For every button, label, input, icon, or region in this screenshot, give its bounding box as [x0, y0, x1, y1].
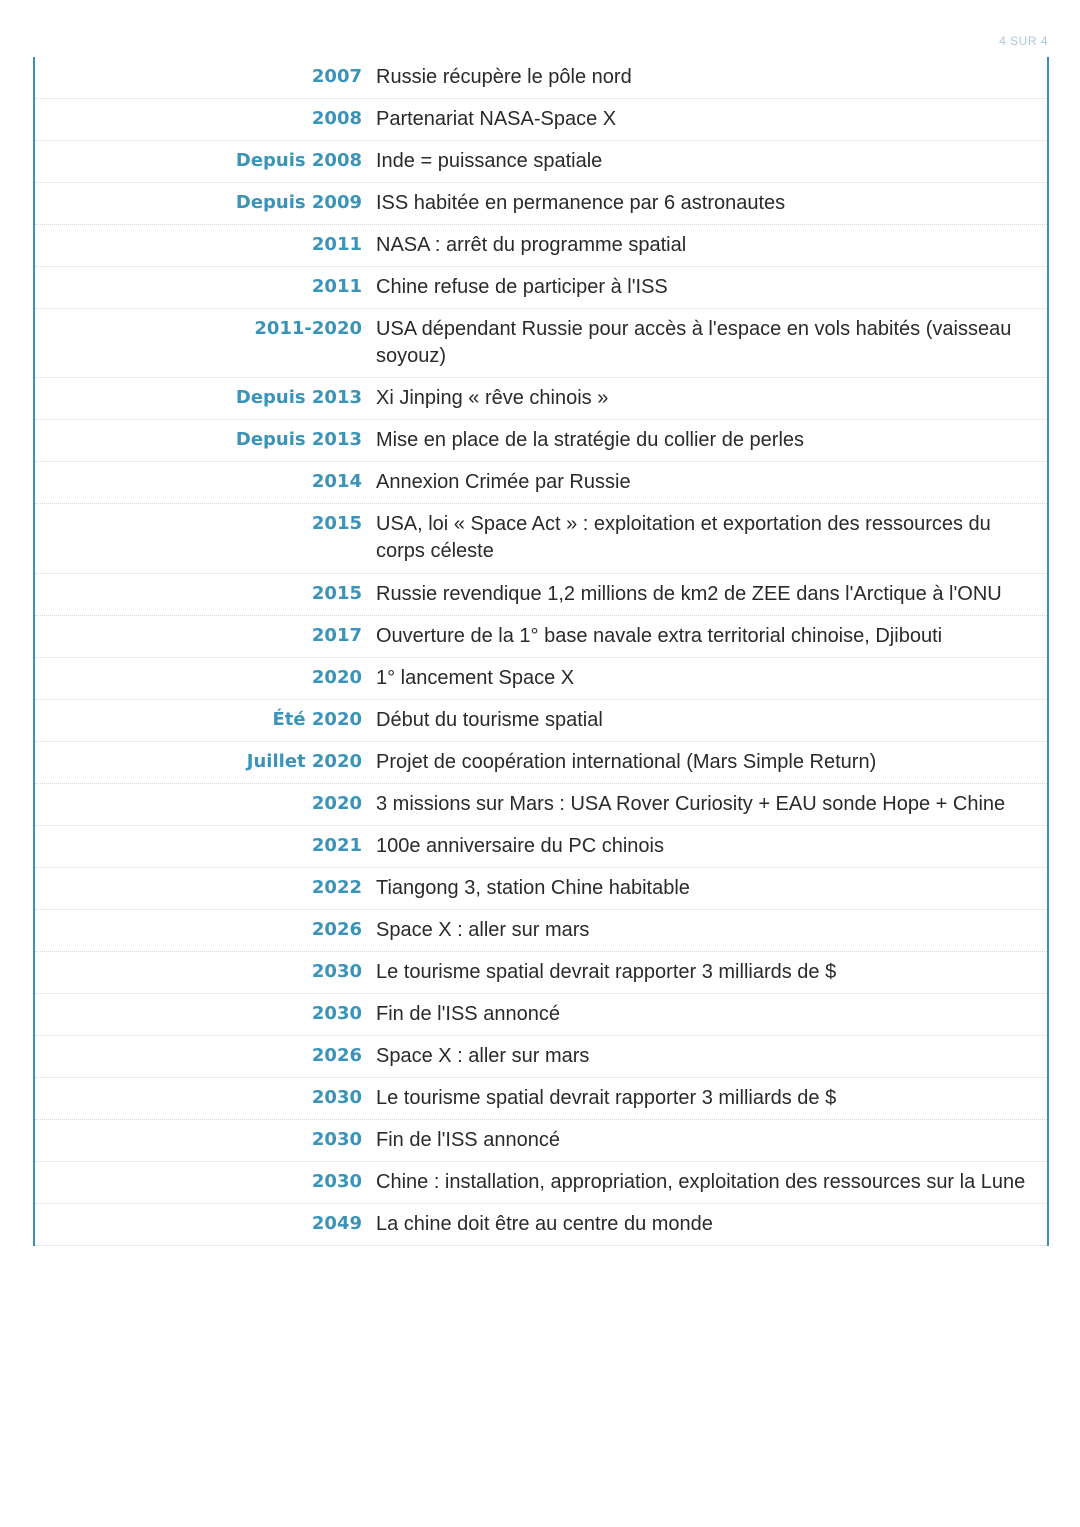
timeline-date: 2022 [311, 877, 362, 898]
timeline-date: 2007 [311, 66, 362, 87]
timeline-date: 2014 [311, 471, 362, 492]
timeline-event: Xi Jinping « rêve chinois » [376, 387, 609, 409]
timeline-row [35, 504, 1047, 574]
timeline-row [35, 616, 1047, 658]
timeline-event: Space X : aller sur mars [376, 919, 590, 941]
timeline-row [35, 952, 1047, 994]
timeline-row [35, 826, 1047, 868]
timeline-row [35, 225, 1047, 267]
timeline-date: 2030 [311, 1087, 362, 1108]
timeline-event: 1° lancement Space X [376, 667, 575, 689]
timeline-date: Été 2020 [272, 709, 362, 730]
timeline-event: Tiangong 3, station Chine habitable [376, 877, 690, 899]
timeline-date: Depuis 2013 [235, 429, 362, 450]
timeline-row [35, 57, 1047, 99]
timeline-date: 2015 [311, 513, 362, 534]
timeline-row [35, 868, 1047, 910]
timeline-event: Fin de l'ISS annoncé [376, 1129, 560, 1151]
timeline-row [35, 1204, 1047, 1246]
timeline-row [35, 658, 1047, 700]
timeline-date: Depuis 2008 [235, 150, 362, 171]
timeline-event: Annexion Crimée par Russie [376, 471, 631, 493]
timeline-row [35, 1120, 1047, 1162]
timeline-date: 2021 [311, 835, 362, 856]
timeline-date: 2011 [311, 234, 362, 255]
timeline-event: NASA : arrêt du programme spatial [376, 234, 687, 256]
timeline-row [35, 784, 1047, 826]
timeline-event: Le tourisme spatial devrait rapporter 3 milliards de $ [376, 961, 837, 983]
timeline-row [35, 700, 1047, 742]
timeline-date: 2011-2020 [254, 318, 362, 339]
timeline-date: 2030 [311, 961, 362, 982]
timeline-event: 3 missions sur Mars : USA Rover Curiosity + EAU sonde Hope + Chine [376, 793, 1006, 815]
timeline-row [35, 462, 1047, 504]
timeline-event: Fin de l'ISS annoncé [376, 1003, 560, 1025]
timeline-event: Chine : installation, appropriation, exploitation des ressources sur la Lune [376, 1171, 1026, 1193]
timeline-row [35, 378, 1047, 420]
timeline-date: 2049 [311, 1213, 362, 1234]
timeline-date: 2026 [311, 919, 362, 940]
timeline-date: Juillet 2020 [246, 751, 362, 772]
timeline-row [35, 742, 1047, 784]
timeline-row [35, 267, 1047, 309]
timeline-event: Partenariat NASA-Space X [376, 108, 617, 130]
timeline-event: Ouverture de la 1° base navale extra territorial chinoise, Djibouti [376, 625, 943, 647]
timeline-date: 2020 [311, 793, 362, 814]
timeline-row [35, 99, 1047, 141]
timeline-row [35, 1162, 1047, 1204]
timeline-date: 2030 [311, 1003, 362, 1024]
timeline-event: USA dépendant Russie pour accès à l'espace en vols habités (vaisseau soyouz) [376, 318, 1012, 367]
timeline-date: 2017 [311, 625, 362, 646]
timeline-event: Début du tourisme spatial [376, 709, 603, 731]
timeline-row [35, 141, 1047, 183]
timeline-row [35, 574, 1047, 616]
timeline-event: USA, loi « Space Act » : exploitation et exportation des ressources du corps céleste [376, 513, 991, 562]
timeline-row [35, 994, 1047, 1036]
timeline-date: 2026 [311, 1045, 362, 1066]
timeline-event: Space X : aller sur mars [376, 1045, 590, 1067]
timeline-row [35, 1036, 1047, 1078]
timeline-event: ISS habitée en permanence par 6 astronautes [376, 192, 786, 214]
timeline-row [35, 910, 1047, 952]
timeline-row [35, 183, 1047, 225]
timeline-date: 2030 [311, 1129, 362, 1150]
timeline-date: 2015 [311, 583, 362, 604]
timeline-row [35, 420, 1047, 462]
timeline-date: Depuis 2013 [235, 387, 362, 408]
timeline-row [35, 309, 1047, 378]
timeline-row [35, 1078, 1047, 1120]
timeline-event: Chine refuse de participer à l'ISS [376, 276, 668, 298]
timeline-date: 2030 [311, 1171, 362, 1192]
timeline-event: Inde = puissance spatiale [376, 150, 603, 172]
timeline-date: Depuis 2009 [235, 192, 362, 213]
page-number: 4 SUR 4 [999, 34, 1048, 48]
timeline-date: 2008 [311, 108, 362, 129]
timeline-date: 2011 [311, 276, 362, 297]
timeline-table [33, 57, 1049, 1246]
timeline-date: 2020 [311, 667, 362, 688]
timeline-event: 100e anniversaire du PC chinois [376, 835, 664, 857]
timeline-event: Russie revendique 1,2 millions de km2 de ZEE dans l'Arctique à l'ONU [376, 583, 1002, 605]
timeline-event: Mise en place de la stratégie du collier de perles [376, 429, 805, 451]
timeline-event: Russie récupère le pôle nord [376, 66, 632, 88]
timeline-event: Projet de coopération international (Mars Simple Return) [376, 751, 877, 773]
timeline-event: La chine doit être au centre du monde [376, 1213, 713, 1235]
timeline-event: Le tourisme spatial devrait rapporter 3 milliards de $ [376, 1087, 837, 1109]
